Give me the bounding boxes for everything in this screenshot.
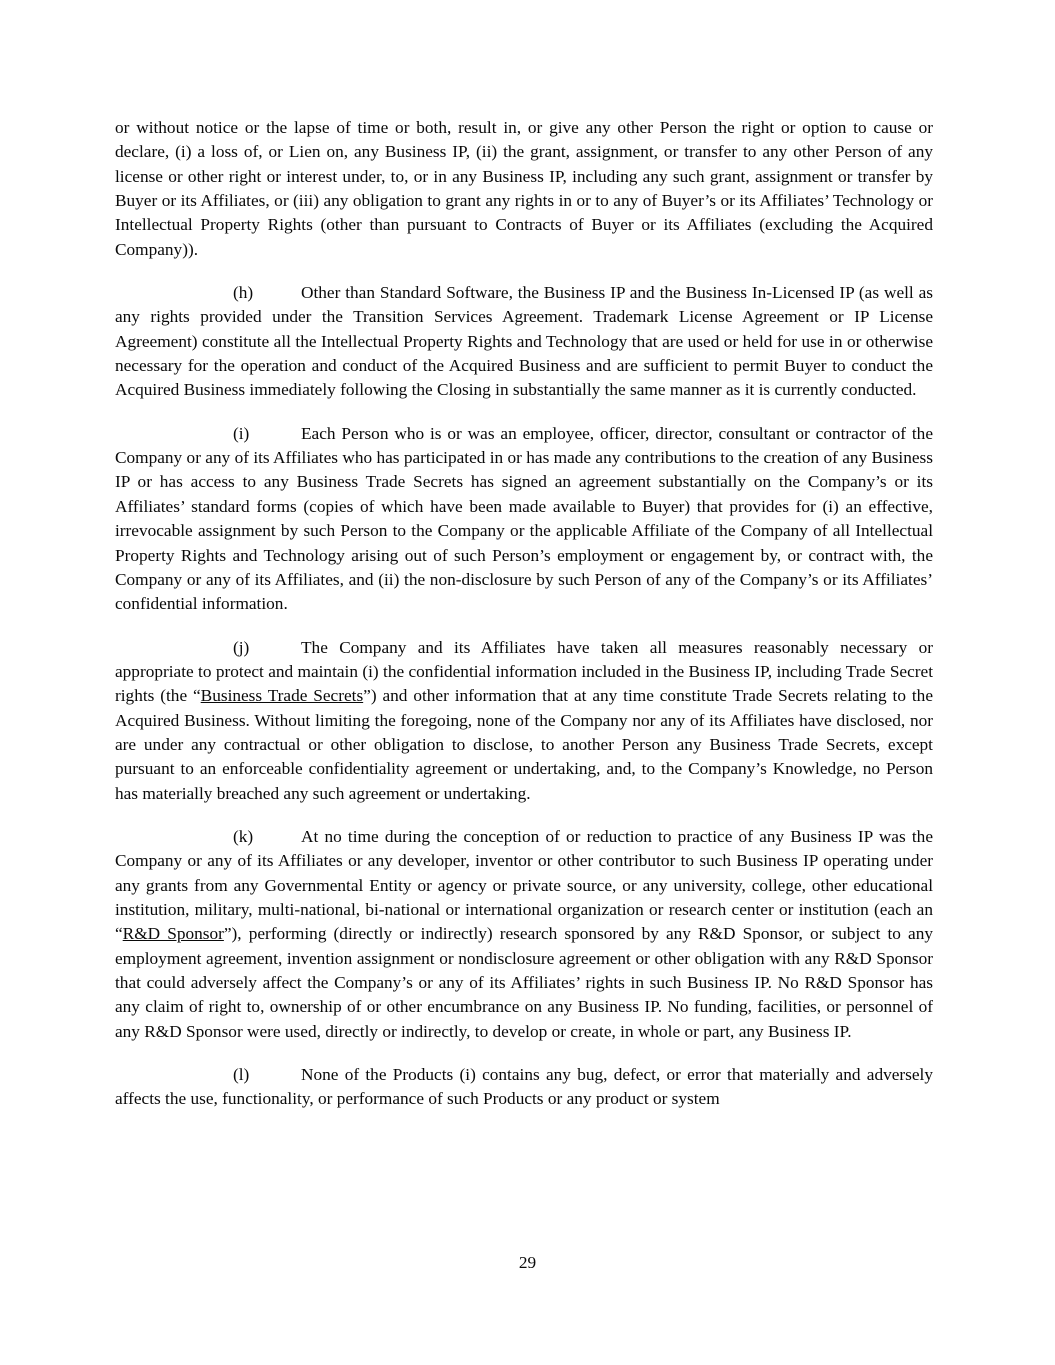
paragraph-text: Other than Standard Software, the Business IP and the Business In-Licensed IP (as well as any rights provided under the Transition Services Agreement. Trademark License Agreement or IP License Agreement) constitute all the Intellectual Property Rights and Technology that are used or held for use in or otherwise necessary for the operation and conduct of the Acquired Business and are sufficient to permit Buyer to conduct the Acquired Business immediately following the Closing in substantially the same manner as it is currently conducted. — [115, 283, 933, 400]
paragraph-label: (h) — [233, 283, 254, 303]
paragraph-i — [115, 422, 933, 617]
paragraph-label: (l) — [233, 1065, 250, 1085]
paragraph-k — [115, 825, 933, 1044]
paragraph-label: (i) — [233, 423, 250, 443]
page-number: 29 — [518, 1253, 537, 1272]
document-body — [115, 116, 933, 1112]
paragraph-h — [115, 281, 933, 403]
paragraph-j — [115, 636, 933, 806]
paragraph-text: None of the Products (i) contains any bug, defect, or error that materially and adversely affects the use, functionality, or performance of such Products or any product or system — [115, 1065, 933, 1109]
paragraph-continuation — [115, 116, 933, 262]
paragraph-text: or without notice or the lapse of time or both, result in, or give any other Person the right or option to cause or declare, (i) a loss of, or Lien on, any Business IP, (ii) the grant, assignment, or transfer to any other Person of any license or other right or interest under, to, or in any Business IP, including any such grant, assignment or transfer by Buyer or its Affiliates, or (iii) any obligation to grant any rights in or to any of Buyer’s or its Affiliates’ Technology or Intellectual Property Rights (other than pursuant to Contracts of Buyer or its Affiliates (excluding the Acquired Company)). — [115, 118, 933, 259]
paragraph-text: Each Person who is or was an employee, officer, director, consultant or contractor of the Company or any of its Affiliates who has participated in or has made any contributions to the creation of any Business IP or has access to any Business Trade Secrets has signed an agreement substantially on the Company’s or its Affiliates’ standard forms (copies of which have been made available to Buyer) that provides for (i) an effective, irrevocable assignment by such Person to the Company or the applicable Affiliate of the Company of all Intellectual Property Rights and Technology arising out of such Person’s employment or engagement by, or contract with, the Company or any of its Affiliates, and (ii) the non-disclosure by such Person of any of the Company’s or its Affiliates’ confidential information. — [115, 423, 933, 614]
paragraph-label: (k) — [233, 826, 254, 846]
paragraph-text: At no time during the conception of or reduction to practice of any Business IP was the Company or any of its Affiliates or any developer, inventor or other contributor to such Business IP operating under any grants from any Governmental Entity or agency or private source, or any university, college, other educational institution, military, multi-national, bi-national or international organization or research center or institution (each an “R&D Sponsor”), performing (directly or indirectly) research sponsored by any R&D Sponsor, or subject to any employment agreement, invention assignment or nondisclosure agreement or other obligation with any R&D Sponsor that could adversely affect the Company’s or any of its Affiliates’ rights in such Business IP. No R&D Sponsor has any claim of right to, ownership of or other encumbrance on any Business IP. No funding, facilities, or personnel of any R&D Sponsor were used, directly or indirectly, to develop or create, in whole or part, any Business IP. — [115, 826, 933, 1041]
paragraph-l — [115, 1063, 933, 1112]
paragraph-text: The Company and its Affiliates have taken all measures reasonably necessary or appropriate to protect and maintain (i) the confidential information included in the Business IP, including Trade Secret rights (the “Business Trade Secrets”) and other information that at any time constitute Trade Secrets relating to the Acquired Business. Without limiting the foregoing, none of the Company nor any of its Affiliates have disclosed, nor are under any contractual or other obligation to disclose, to another Person any Business Trade Secrets, except pursuant to an enforceable confidentiality agreement or undertaking, and, to the Company’s Knowledge, no Person has materially breached any such agreement or undertaking. — [115, 637, 933, 803]
paragraph-label: (j) — [233, 637, 250, 657]
